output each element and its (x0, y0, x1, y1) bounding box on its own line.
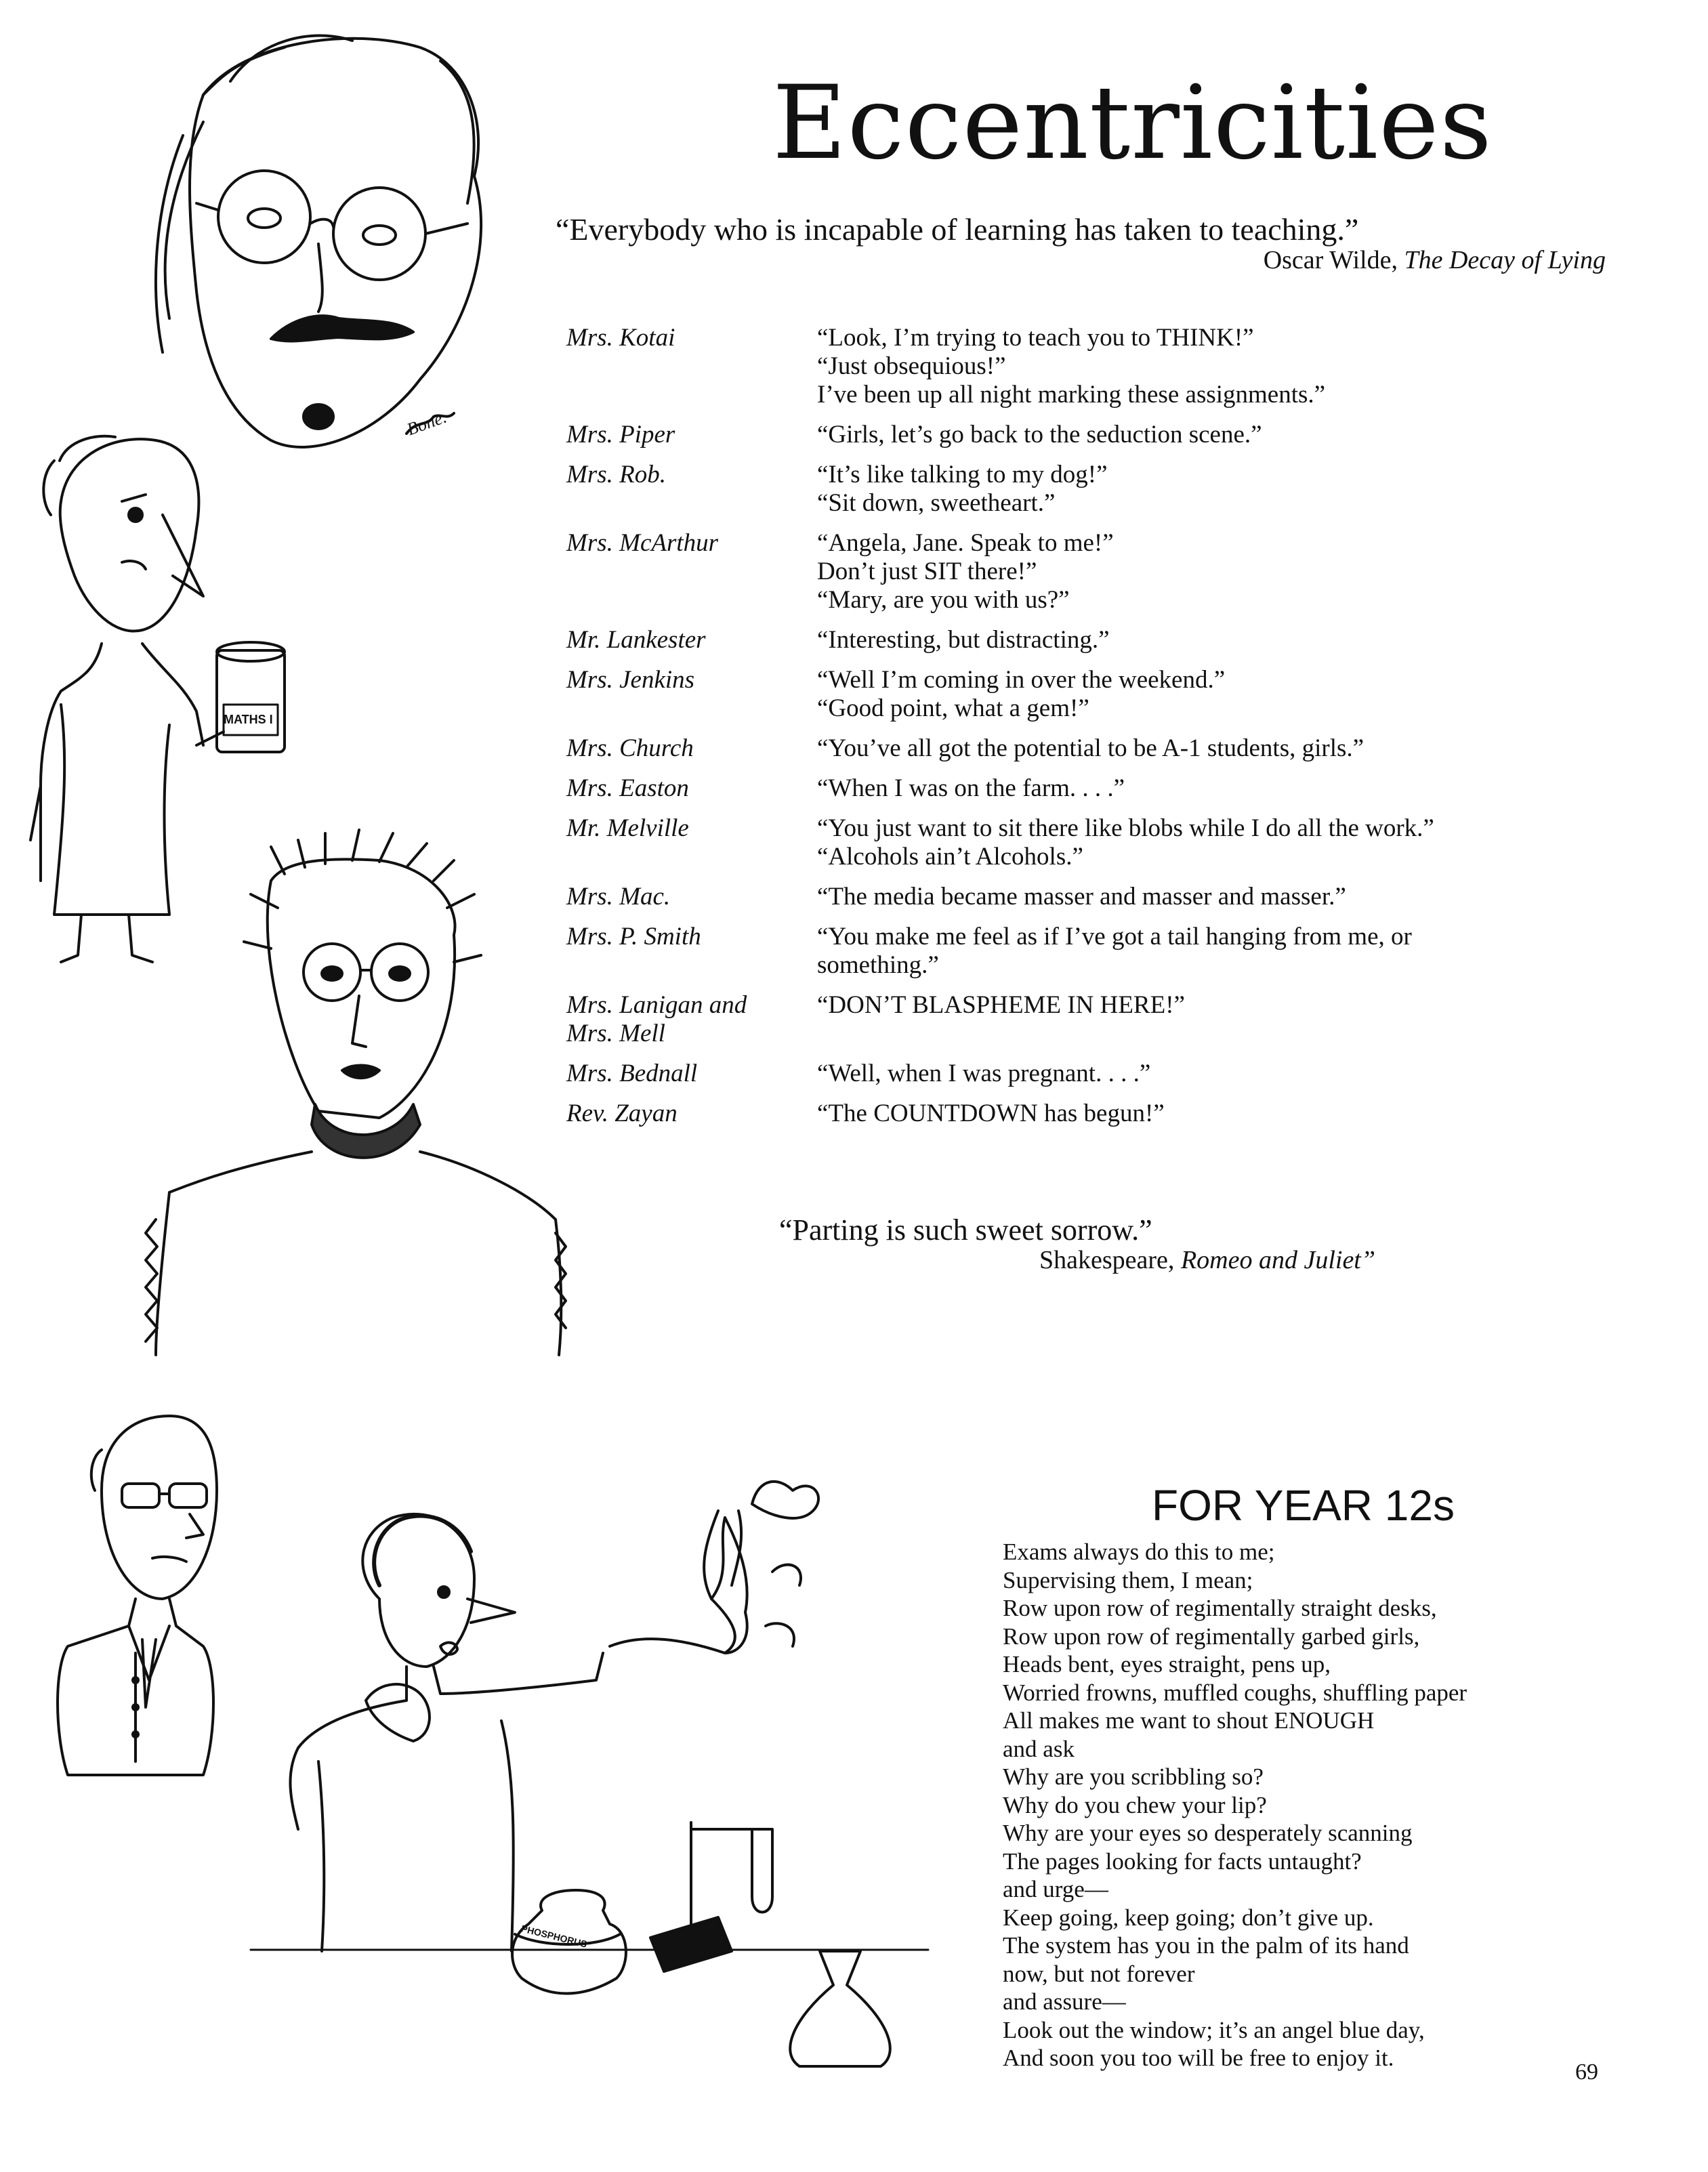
quote-line: something.” (817, 951, 939, 979)
teacher-name: Mrs. Easton (566, 774, 689, 802)
quote-line: “When I was on the farm. . . .” (817, 774, 1125, 802)
quote-line: “Good point, what a gem!” (817, 694, 1089, 722)
opening-quote-author: Oscar Wilde, (1263, 246, 1398, 274)
teacher-name: Mrs. Lanigan and Mrs. Mell (566, 991, 747, 1047)
drawing-teacher-glasses-moustache (156, 36, 481, 447)
saying-row (566, 734, 1623, 763)
bottle-label: PHOSPHORUS (520, 1923, 589, 1950)
saying-row (566, 991, 1623, 1048)
page-title: Eccentricities (772, 64, 1493, 182)
teacher-sayings-list (566, 324, 1623, 1140)
teacher-quote (817, 666, 1623, 723)
poem-line: and assure— (1003, 1988, 1126, 2015)
teacher-name: Mrs. Church (566, 734, 694, 762)
quote-line: “Look, I’m trying to teach you to THINK!” (817, 324, 1254, 352)
poem-line: Row upon row of regimentally garbed girls, (1003, 1623, 1420, 1650)
saying-row (566, 883, 1623, 911)
quote-line: “Mary, are you with us?” (817, 586, 1070, 614)
teacher-quote (817, 774, 1623, 803)
teacher-quote (817, 814, 1623, 871)
teacher-name: Rev. Zayan (566, 1100, 678, 1127)
quote-line: “The media became masser and masser and masser.” (817, 883, 1346, 911)
poem-line: Supervising them, I mean; (1003, 1566, 1253, 1593)
saying-row (566, 814, 1623, 871)
teacher-name: Mrs. Kotai (566, 324, 675, 352)
teacher-quote (817, 1060, 1623, 1088)
teacher-quote (817, 626, 1623, 654)
saying-row (566, 626, 1623, 654)
closing-quote-work: Romeo and Juliet” (1180, 1246, 1375, 1274)
poem-line: Why do you chew your lip? (1003, 1791, 1267, 1818)
teacher-name: Mrs. McArthur (566, 529, 719, 557)
poem-title: FOR YEAR 12s (1152, 1481, 1455, 1530)
opening-quote-attribution (1016, 245, 1606, 275)
poem-line: Exams always do this to me; (1003, 1539, 1275, 1565)
quote-line: “You just want to sit there like blobs while I do all the work.” (817, 814, 1434, 842)
teacher-name: Mrs. P. Smith (566, 923, 701, 951)
saying-row (566, 1100, 1623, 1128)
teacher-name: Mr. Lankester (566, 626, 706, 654)
teacher-quote (817, 734, 1623, 763)
saying-row (566, 529, 1623, 614)
drawing-teacher-spiky-hair (146, 830, 566, 1355)
poem-line: Heads bent, eyes straight, pens up, (1003, 1651, 1331, 1677)
poem-line: Keep going, keep going; don’t give up. (1003, 1904, 1374, 1931)
teacher-name: Mr. Melville (566, 814, 689, 842)
poem-body (1003, 1538, 1467, 2072)
page-number: 69 (1575, 2060, 1598, 2085)
saying-row (566, 1060, 1623, 1088)
quote-line: “It’s like talking to my dog!” (817, 461, 1108, 488)
quote-line: I’ve been up all night marking these assignments.” (817, 381, 1326, 409)
teacher-quote (817, 421, 1623, 449)
saying-row (566, 774, 1623, 803)
teacher-quote (817, 923, 1623, 980)
poem-line: now, but not forever (1003, 1960, 1195, 1987)
drawing-chemistry-scene (251, 1482, 928, 2066)
saying-row (566, 421, 1623, 449)
teacher-quote (817, 529, 1623, 614)
opening-quote-text: “Everybody who is incapable of learning has taken to teaching.” (556, 212, 1359, 247)
teacher-quote (817, 324, 1623, 409)
poem-line: Row upon row of regimentally straight desks, (1003, 1595, 1437, 1621)
teacher-quote (817, 991, 1623, 1048)
quote-line: “Interesting, but distracting.” (817, 626, 1110, 654)
poem-line: The pages looking for facts untaught? (1003, 1847, 1362, 1875)
teacher-name: Mrs. Rob. (566, 461, 666, 488)
poem-line: Worried frowns, muffled coughs, shuffling paper (1003, 1679, 1467, 1706)
closing-quote-attribution (881, 1245, 1375, 1275)
poem-line: Look out the window; it’s an angel blue day, (1003, 2016, 1425, 2043)
quote-line: “Well, when I was pregnant. . . .” (817, 1060, 1151, 1087)
poem-line: and ask (1003, 1735, 1075, 1762)
teacher-quote (817, 461, 1623, 518)
teacher-name: Mrs. Bednall (566, 1060, 698, 1087)
poem-line: and urge— (1003, 1876, 1108, 1902)
teacher-name: Mrs. Piper (566, 421, 675, 448)
poem-line: And soon you too will be free to enjoy it. (1003, 2045, 1394, 2071)
quote-line: “Well I’m coming in over the weekend.” (817, 666, 1226, 694)
quote-line: Don’t just SIT there!” (817, 558, 1037, 585)
quote-line: “Girls, let’s go back to the seduction scene.” (817, 421, 1262, 448)
saying-row (566, 324, 1623, 409)
jar-label: MATHS I (224, 713, 273, 726)
quote-line: “You make me feel as if I’ve got a tail hanging from me, or (817, 923, 1412, 951)
opening-quote-work: The Decay of Lying (1404, 246, 1606, 274)
quote-line: “DON’T BLASPHEME IN HERE!” (817, 991, 1185, 1019)
poem-line: All makes me want to shout ENOUGH (1003, 1707, 1375, 1734)
quote-line: “Alcohols ain’t Alcohols.” (817, 843, 1083, 871)
poem-line: Why are you scribbling so? (1003, 1763, 1264, 1790)
artist-signature: Bone. (404, 406, 449, 440)
quote-line: “Sit down, sweetheart.” (817, 489, 1056, 517)
saying-row (566, 666, 1623, 723)
poem-line: Why are your eyes so desperately scanning (1003, 1820, 1413, 1846)
quote-line: “The COUNTDOWN has begun!” (817, 1100, 1165, 1127)
teacher-name: Mrs. Jenkins (566, 666, 695, 694)
drawing-teacher-vest (58, 1416, 217, 1775)
teacher-name: Mrs. Mac. (566, 883, 671, 911)
saying-row (566, 923, 1623, 980)
closing-quote-author: Shakespeare, (1039, 1246, 1175, 1274)
closing-quote-text: “Parting is such sweet sorrow.” (779, 1213, 1152, 1247)
poem-line: The system has you in the palm of its hand (1003, 1932, 1409, 1959)
teacher-quote (817, 1100, 1623, 1128)
quote-line: “You’ve all got the potential to be A-1 students, girls.” (817, 734, 1365, 762)
saying-row (566, 461, 1623, 518)
quote-line (817, 1020, 1623, 1048)
quote-line: “Just obsequious!” (817, 352, 1006, 380)
quote-line: “Angela, Jane. Speak to me!” (817, 529, 1114, 557)
drawing-teacher-with-jar (30, 436, 285, 962)
teacher-quote (817, 883, 1623, 911)
